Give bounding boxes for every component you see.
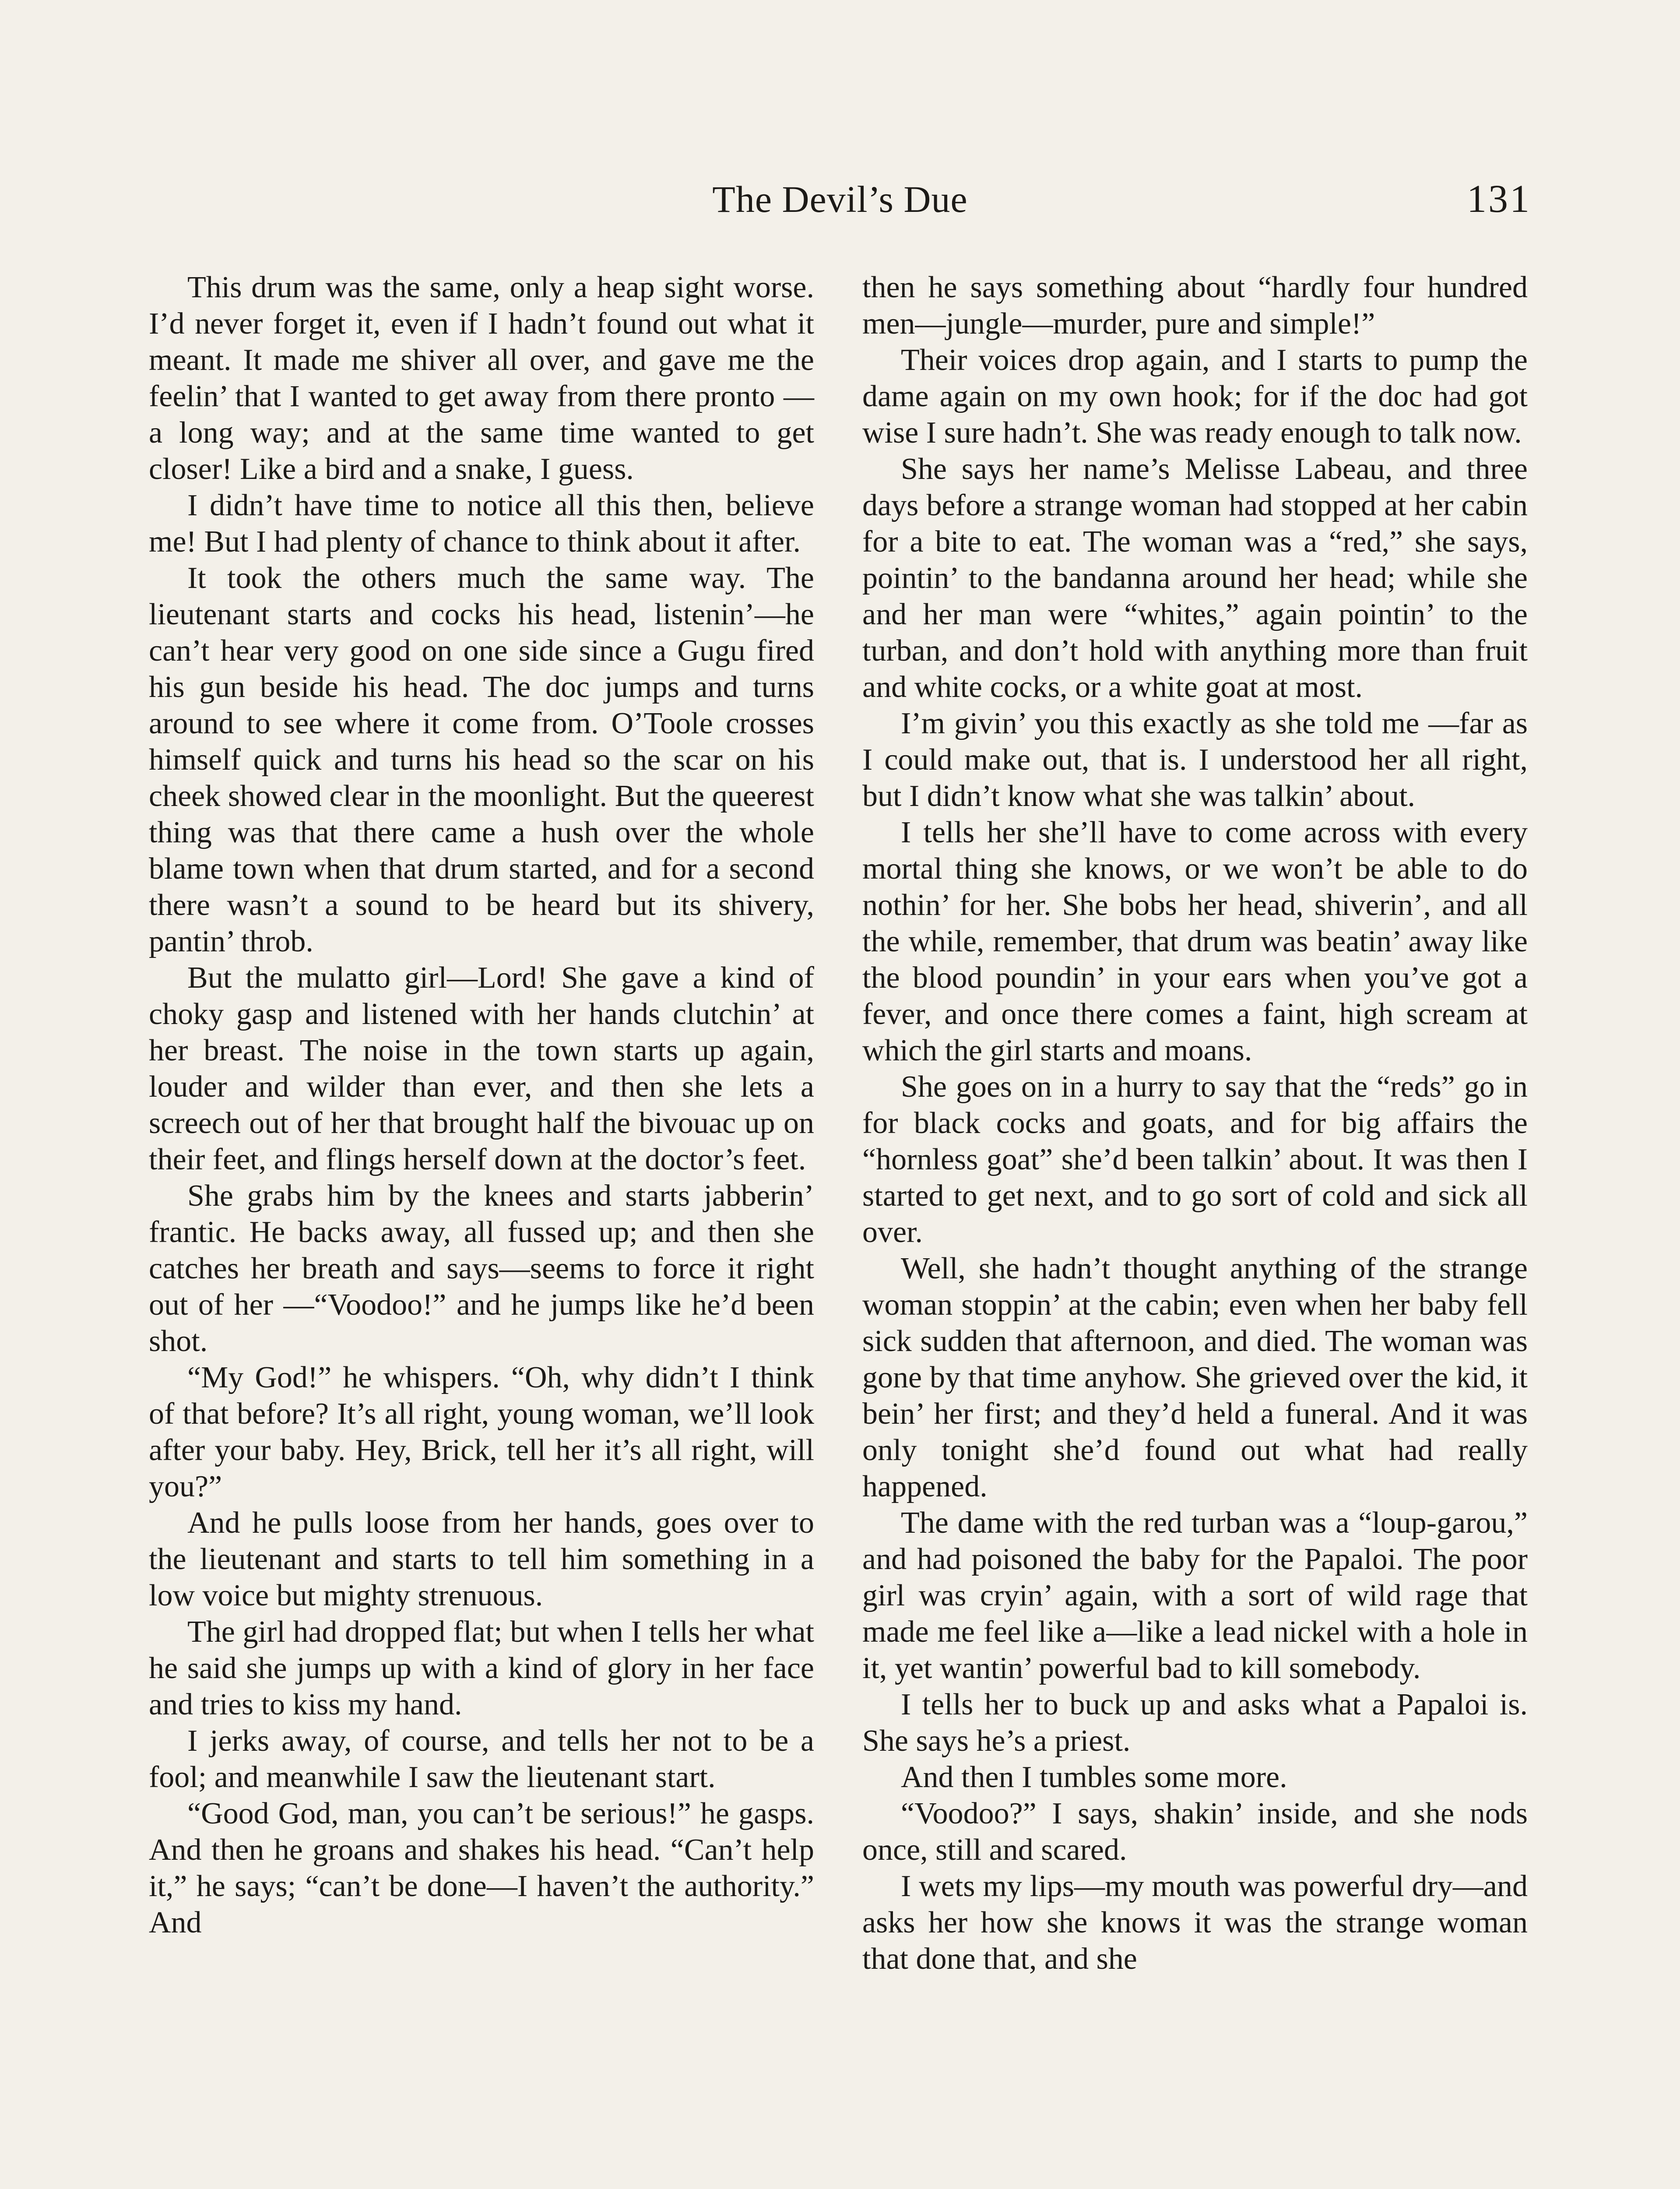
text-columns xyxy=(149,269,1528,2189)
page-number: 131 xyxy=(1467,177,1531,221)
paragraph: But the mulatto girl—Lord! She gave a kind of choky gasp and listened with her hands clutchin’ at her breast. The noise in the town starts up again, louder and wilder than ever, and then she lets a screech out of her that brought half the bivouac up on their feet, and flings herself down at the doctor’s feet. xyxy=(149,961,814,1176)
paragraph: I wets my lips—my mouth was powerful dry—and asks her how she knows it was the strange woman that done that, and she xyxy=(862,1869,1528,1976)
paragraph: She grabs him by the knees and starts jabberin’ frantic. He backs away, all fussed up; and then she catches her breath and says—seems to force it right out of her —“Voodoo!” and he jumps like he’d been shot. xyxy=(149,1179,814,1358)
paragraph: And then I tumbles some more. xyxy=(901,1760,1287,1794)
paragraph-continued: then he says something about “hardly four hundred men—jungle—murder, pure and simple!” xyxy=(862,271,1528,341)
page-header xyxy=(149,173,1531,234)
paragraph: I tells her she’ll have to come across with every mortal thing she knows, or we won’t be able to do nothin’ for her. She bobs her head, shiverin’, and all the while, remember, that drum was beatin’ away like the blood poundin’ in your ears when you’ve got a fever, and once there comes a faint, high scream at which the girl starts and moans. xyxy=(862,816,1528,1067)
paragraph: Well, she hadn’t thought anything of the strange woman stoppin’ at the cabin; even when her baby fell sick sudden that afternoon, and died. The woman was gone by that time anyhow. She grieved over the kid, it bein’ her first; and they’d held a funeral. And it was only tonight she’d found out what had really happened. xyxy=(862,1252,1528,1503)
paragraph: “Voodoo?” I says, shakin’ inside, and she nods once, still and scared. xyxy=(862,1797,1528,1867)
paragraph: I’m givin’ you this exactly as she told me —far as I could make out, that is. I understood her all right, but I didn’t know what she was talkin’ about. xyxy=(862,707,1528,813)
paragraph: “Good God, man, you can’t be serious!” he gasps. And then he groans and shakes his head. “Can’t help it,” he says; “can’t be done—I haven’t the authority.” And xyxy=(149,1797,814,1939)
paragraph: “My God!” he whispers. “Oh, why didn’t I think of that before? It’s all right, young woman, we’ll look after your baby. Hey, Brick, tell her it’s all right, will you?” xyxy=(149,1361,814,1503)
paragraph: Their voices drop again, and I starts to pump the dame again on my own hook; for if the doc had got wise I sure hadn’t. She was ready enough to talk now. xyxy=(862,343,1528,450)
paragraph: This drum was the same, only a heap sight worse. I’d never forget it, even if I hadn’t found out what it meant. It made me shiver all over, and gave me the feelin’ that I wanted to get away from there pronto —a long way; and at the same time wanted to get closer! Like a bird and a snake, I guess. xyxy=(149,271,814,486)
running-title: The Devil’s Due xyxy=(712,178,968,220)
paragraph: I tells her to buck up and asks what a Papaloi is. She says he’s a priest. xyxy=(862,1688,1528,1758)
paragraph: I jerks away, of course, and tells her not to be a fool; and meanwhile I saw the lieutenant start. xyxy=(149,1724,814,1794)
column-left xyxy=(149,269,814,2189)
paragraph: I didn’t have time to notice all this then, believe me! But I had plenty of chance to think about it after. xyxy=(149,489,814,559)
paragraph: And he pulls loose from her hands, goes over to the lieutenant and starts to tell him something in a low voice but mighty strenuous. xyxy=(149,1506,814,1612)
paragraph: She says her name’s Melisse Labeau, and three days before a strange woman had stopped at her cabin for a bite to eat. The woman was a “red,” she says, pointin’ to the bandanna around her head; while she and her man were “whites,” again pointin’ to the turban, and don’t hold with anything more than fruit and white cocks, or a white goat at most. xyxy=(862,452,1528,704)
paragraph: It took the others much the same way. The lieutenant starts and cocks his head, listenin’—he can’t hear very good on one side since a Gugu fired his gun beside his head. The doc jumps and turns around to see where it come from. O’Toole crosses himself quick and turns his head so the scar on his cheek showed clear in the moonlight. But the queerest thing was that there came a hush over the whole blame town when that drum started, and for a second there wasn’t a sound to be heard but its shivery, pantin’ throb. xyxy=(149,561,814,958)
column-right xyxy=(862,269,1528,2189)
paragraph: The dame with the red turban was a “loup-garou,” and had poisoned the baby for the Papaloi. The poor girl was cryin’ again, with a sort of wild rage that made me feel like a—like a lead nickel with a hole in it, yet wantin’ powerful bad to kill somebody. xyxy=(862,1506,1528,1685)
paragraph: She goes on in a hurry to say that the “reds” go in for black cocks and goats, and for big affairs the “hornless goat” she’d been talkin’ about. It was then I started to get next, and to go sort of cold and sick all over. xyxy=(862,1070,1528,1249)
paragraph: The girl had dropped flat; but when I tells her what he said she jumps up with a kind of glory in her face and tries to kiss my hand. xyxy=(149,1615,814,1721)
